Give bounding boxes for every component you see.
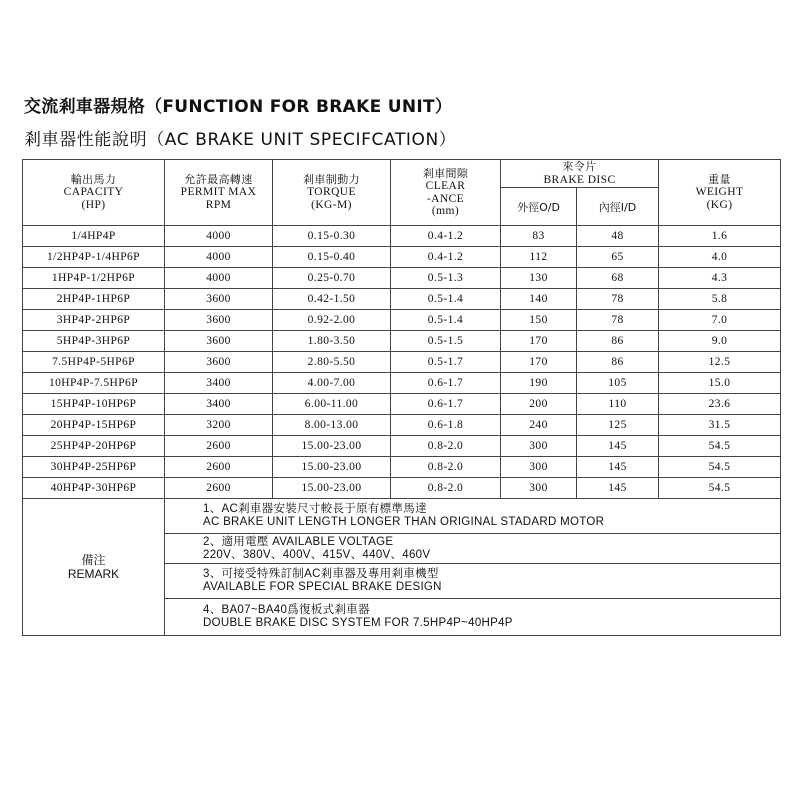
cell-torque: 15.00-23.00 — [273, 436, 391, 457]
remark-label-en: REMARK — [67, 567, 120, 581]
cell-disc-od: 170 — [501, 331, 577, 352]
cell-torque: 0.92-2.00 — [273, 310, 391, 331]
remark-label — [23, 499, 165, 636]
cell-disc-od: 190 — [501, 373, 577, 394]
cell-disc-id: 78 — [577, 310, 659, 331]
cell-clearance: 0.4-1.2 — [391, 226, 501, 247]
table-row — [23, 478, 781, 499]
cell-rpm: 2600 — [165, 436, 273, 457]
cell-rpm: 3600 — [165, 331, 273, 352]
cell-rpm: 3400 — [165, 394, 273, 415]
cell-torque: 0.25-0.70 — [273, 268, 391, 289]
cell-capacity: 5HP4P-3HP6P — [23, 331, 165, 352]
cell-torque: 15.00-23.00 — [273, 457, 391, 478]
spec-table — [22, 159, 781, 636]
cell-weight: 12.5 — [659, 352, 781, 373]
table-row — [23, 415, 781, 436]
cell-disc-od: 83 — [501, 226, 577, 247]
remark-item-line-1: 2、適用電壓 AVAILABLE VOLTAGE — [203, 535, 394, 548]
cell-clearance: 0.5-1.5 — [391, 331, 501, 352]
cell-capacity: 1HP4P-1/2HP6P — [23, 268, 165, 289]
remark-row — [23, 499, 781, 534]
cell-disc-od: 112 — [501, 247, 577, 268]
cell-rpm: 3600 — [165, 289, 273, 310]
cell-weight: 31.5 — [659, 415, 781, 436]
cell-weight: 7.0 — [659, 310, 781, 331]
remark-item-line-1: 1、AC剎車器安裝尺寸較長于原有標準馬達 — [203, 503, 427, 515]
cell-rpm: 3400 — [165, 373, 273, 394]
cell-clearance: 0.6-1.7 — [391, 394, 501, 415]
table-row — [23, 226, 781, 247]
cell-weight: 4.3 — [659, 268, 781, 289]
cell-weight: 54.5 — [659, 457, 781, 478]
cell-rpm: 3600 — [165, 352, 273, 373]
cell-capacity: 10HP4P-7.5HP6P — [23, 373, 165, 394]
cell-disc-id: 68 — [577, 268, 659, 289]
cell-torque: 0.15-0.40 — [273, 247, 391, 268]
cell-disc-id: 78 — [577, 289, 659, 310]
page-subtitle: 剎車器性能說明（AC BRAKE UNIT SPECIFCATION） — [24, 130, 457, 150]
cell-torque: 0.42-1.50 — [273, 289, 391, 310]
header-row-1 — [23, 160, 781, 188]
cell-torque: 1.80-3.50 — [273, 331, 391, 352]
header-disc-od: 外徑O/D — [501, 188, 577, 226]
cell-torque: 0.15-0.30 — [273, 226, 391, 247]
remark-item-line-2: DOUBLE BRAKE DISC SYSTEM FOR 7.5HP4P~40HP4P — [203, 617, 513, 629]
cell-disc-od: 170 — [501, 352, 577, 373]
cell-clearance: 0.6-1.8 — [391, 415, 501, 436]
remark-item-line-2: AVAILABLE FOR SPECIAL BRAKE DESIGN — [203, 581, 442, 593]
cell-disc-od: 300 — [501, 436, 577, 457]
cell-disc-od: 300 — [501, 457, 577, 478]
remark-label-cn: 備注 — [81, 553, 106, 567]
remark-item — [165, 564, 781, 599]
cell-capacity: 7.5HP4P-5HP6P — [23, 352, 165, 373]
cell-torque: 8.00-13.00 — [273, 415, 391, 436]
cell-capacity: 20HP4P-15HP6P — [23, 415, 165, 436]
cell-capacity: 15HP4P-10HP6P — [23, 394, 165, 415]
cell-clearance: 0.5-1.3 — [391, 268, 501, 289]
cell-capacity: 2HP4P-1HP6P — [23, 289, 165, 310]
cell-capacity: 1/4HP4P — [23, 226, 165, 247]
table-row — [23, 436, 781, 457]
cell-torque: 15.00-23.00 — [273, 478, 391, 499]
page-title: 交流剎車器規格（FUNCTION FOR BRAKE UNIT） — [24, 97, 453, 117]
cell-disc-id: 145 — [577, 457, 659, 478]
cell-disc-od: 240 — [501, 415, 577, 436]
table-row — [23, 310, 781, 331]
cell-capacity: 1/2HP4P-1/4HP6P — [23, 247, 165, 268]
header-torque: 剎車制動力 TORQUE (KG-M) — [273, 160, 391, 226]
cell-weight: 23.6 — [659, 394, 781, 415]
cell-disc-od: 200 — [501, 394, 577, 415]
cell-rpm: 2600 — [165, 457, 273, 478]
cell-clearance: 0.5-1.4 — [391, 289, 501, 310]
cell-weight: 1.6 — [659, 226, 781, 247]
cell-weight: 54.5 — [659, 436, 781, 457]
remark-item-line-1: 4、BA07~BA40爲復板式剎車器 — [203, 604, 370, 616]
cell-weight: 15.0 — [659, 373, 781, 394]
header-capacity: 輸出馬力 CAPACITY (HP) — [23, 160, 165, 226]
cell-clearance: 0.8-2.0 — [391, 436, 501, 457]
cell-clearance: 0.5-1.4 — [391, 310, 501, 331]
cell-weight: 5.8 — [659, 289, 781, 310]
cell-disc-id: 86 — [577, 352, 659, 373]
table-row — [23, 373, 781, 394]
cell-weight: 9.0 — [659, 331, 781, 352]
cell-disc-id: 86 — [577, 331, 659, 352]
cell-disc-id: 125 — [577, 415, 659, 436]
cell-rpm: 4000 — [165, 226, 273, 247]
cell-disc-id: 65 — [577, 247, 659, 268]
cell-torque: 6.00-11.00 — [273, 394, 391, 415]
header-rpm: 允許最高轉速 PERMIT MAX RPM — [165, 160, 273, 226]
table-row — [23, 268, 781, 289]
cell-disc-od: 300 — [501, 478, 577, 499]
table-row — [23, 352, 781, 373]
cell-capacity: 25HP4P-20HP6P — [23, 436, 165, 457]
cell-disc-id: 48 — [577, 226, 659, 247]
cell-clearance: 0.6-1.7 — [391, 373, 501, 394]
header-brake-disc: 來令片 BRAKE DISC — [501, 160, 659, 188]
remark-item-line-1: 3、可接受特殊訂制AC剎車器及專用剎車機型 — [203, 568, 439, 580]
cell-disc-id: 145 — [577, 478, 659, 499]
cell-capacity: 40HP4P-30HP6P — [23, 478, 165, 499]
cell-disc-id: 145 — [577, 436, 659, 457]
cell-rpm: 2600 — [165, 478, 273, 499]
cell-disc-id: 110 — [577, 394, 659, 415]
table-row — [23, 247, 781, 268]
cell-rpm: 4000 — [165, 247, 273, 268]
cell-rpm: 3600 — [165, 310, 273, 331]
remark-item-line-2: 220V、380V、400V、415V、440V、460V — [203, 548, 431, 561]
cell-rpm: 3200 — [165, 415, 273, 436]
cell-weight: 54.5 — [659, 478, 781, 499]
cell-clearance: 0.8-2.0 — [391, 478, 501, 499]
remark-item — [165, 599, 781, 636]
cell-torque: 2.80-5.50 — [273, 352, 391, 373]
cell-torque: 4.00-7.00 — [273, 373, 391, 394]
header-weight: 重量 WEIGHT (KG) — [659, 160, 781, 226]
table-row — [23, 394, 781, 415]
cell-clearance: 0.4-1.2 — [391, 247, 501, 268]
cell-capacity: 3HP4P-2HP6P — [23, 310, 165, 331]
cell-rpm: 4000 — [165, 268, 273, 289]
cell-weight: 4.0 — [659, 247, 781, 268]
header-clearance: 剎車間隙 CLEAR -ANCE (mm) — [391, 160, 501, 226]
cell-clearance: 0.8-2.0 — [391, 457, 501, 478]
header-disc-id: 內徑I/D — [577, 188, 659, 226]
table-row — [23, 289, 781, 310]
remark-item — [165, 499, 781, 534]
remark-item-line-2: AC BRAKE UNIT LENGTH LONGER THAN ORIGINAL STADARD MOTOR — [203, 516, 605, 528]
cell-capacity: 30HP4P-25HP6P — [23, 457, 165, 478]
cell-disc-od: 150 — [501, 310, 577, 331]
cell-disc-id: 105 — [577, 373, 659, 394]
table-row — [23, 331, 781, 352]
cell-clearance: 0.5-1.7 — [391, 352, 501, 373]
cell-disc-od: 130 — [501, 268, 577, 289]
remark-item — [165, 534, 781, 564]
table-row — [23, 457, 781, 478]
cell-disc-od: 140 — [501, 289, 577, 310]
